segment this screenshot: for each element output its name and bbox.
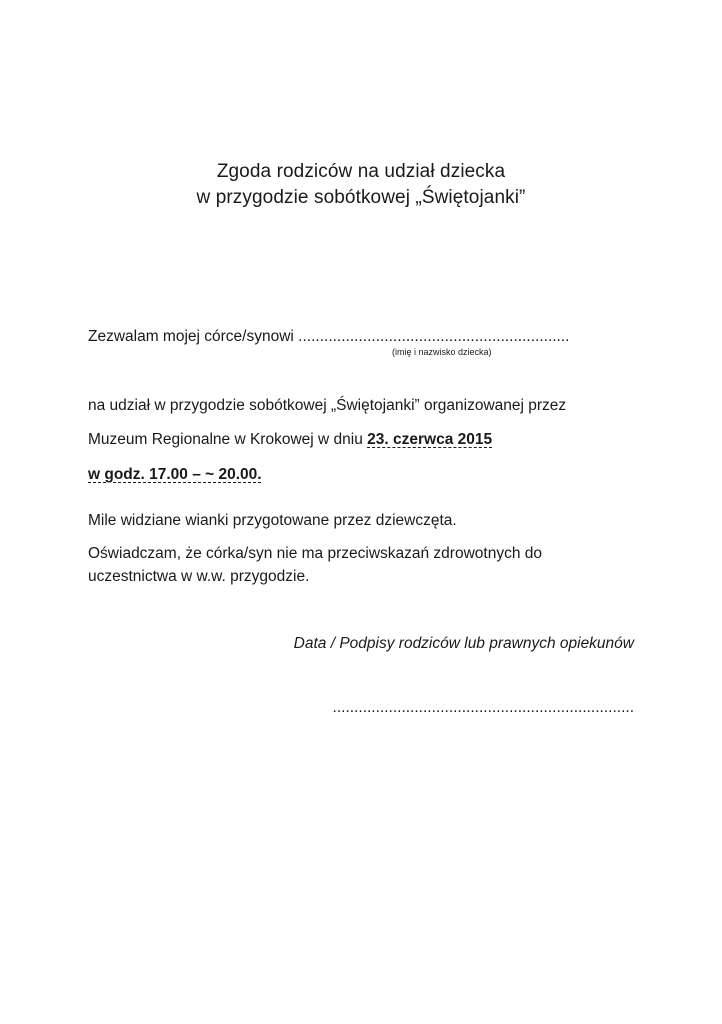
signature-label: Data / Podpisy rodziców lub prawnych opiekunów xyxy=(293,635,634,652)
child-name-caption: (imię i nazwisko dziecka) xyxy=(392,347,492,357)
consent-line: Zezwalam mojej córce/synowi ............................................................... xyxy=(88,328,570,345)
signature-line: ...................................................................... xyxy=(332,699,634,716)
event-date: 23. czerwca 2015 xyxy=(367,431,493,448)
declaration-line-1: Oświadczam, że córka/syn nie ma przeciwskazań zdrowotnych do xyxy=(88,545,542,562)
venue-text: Muzeum Regionalne w Krokowej w dniu xyxy=(88,431,368,448)
event-time: w godz. 17.00 – ~ 20.00. xyxy=(88,466,262,483)
participation-line: na udział w przygodzie sobótkowej „Świętojanki” organizowanej przez xyxy=(88,397,567,414)
document-title-line-1: Zgoda rodziców na udział dziecka xyxy=(216,161,506,182)
venue-date-line xyxy=(88,430,492,450)
document-title-line-2: w przygodzie sobótkowej „Świętojanki” xyxy=(196,187,526,208)
declaration-line-2: uczestnictwa w w.w. przygodzie. xyxy=(88,568,310,585)
wreaths-note: Mile widziane wianki przygotowane przez dziewczęta. xyxy=(88,512,457,529)
